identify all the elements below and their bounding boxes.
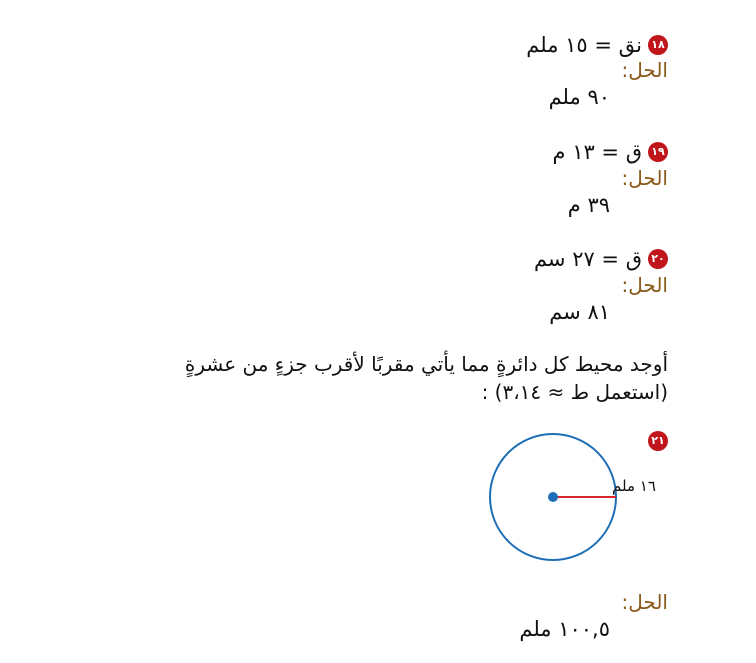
solution-label: الحل: (621, 58, 668, 82)
instruction-line-2: (استعمل ط ≈ ٣،١٤) : (481, 380, 668, 404)
problem-number-badge: ٢٠ (648, 249, 668, 269)
solution-answer: ٩٠ ملم (548, 85, 610, 109)
problem-number-badge: ٢١ (648, 431, 668, 451)
problem-given: نق = ١٥ ملم (526, 33, 642, 57)
solution-label: الحل: (621, 273, 668, 297)
problem-number-badge: ١٩ (648, 142, 668, 162)
solution-answer: ٣٩ م (567, 193, 610, 217)
center-point (548, 492, 558, 502)
problem-given: ق = ١٣ م (552, 140, 642, 164)
solution-label: الحل: (621, 166, 668, 190)
solution-answer: ١٠٠,٥ ملم (519, 617, 610, 641)
problem-number-badge: ١٨ (648, 35, 668, 55)
problem-given: ق = ٢٧ سم (533, 247, 642, 271)
radius-label: ١٦ ملم (612, 477, 656, 495)
solution-answer: ٨١ سم (549, 300, 610, 324)
circle-figure (480, 425, 656, 570)
instruction-line-1: أوجد محيط كل دائرةٍ مما يأتي مقربًا لأقرب جزءٍ من عشرةٍ (184, 352, 668, 376)
solution-label: الحل: (621, 590, 668, 614)
